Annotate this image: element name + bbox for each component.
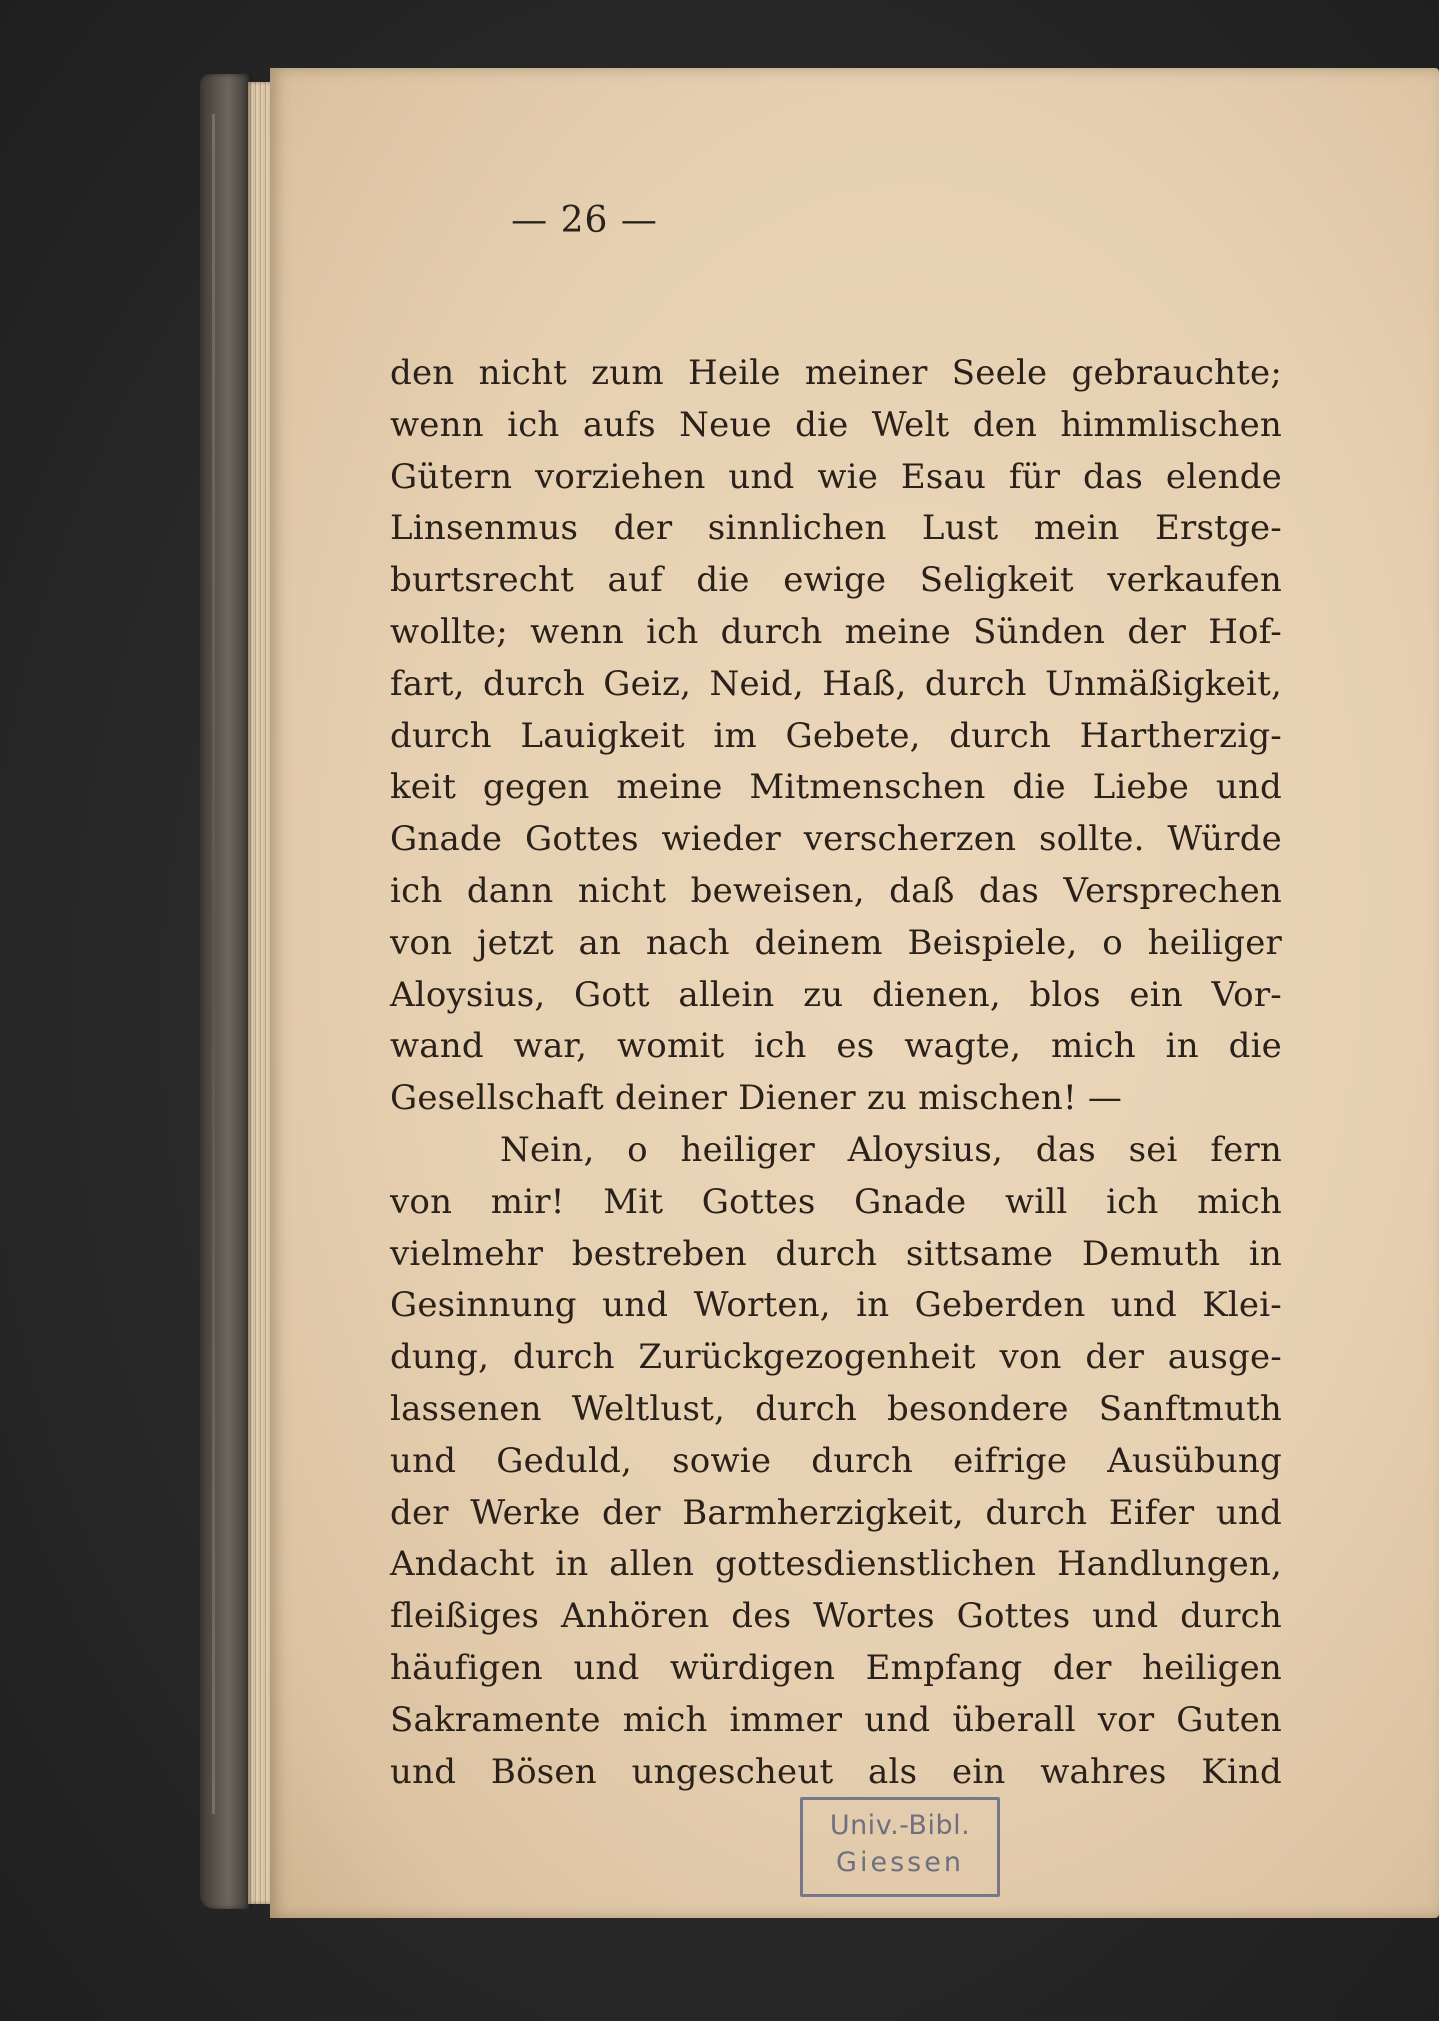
body-text: [390, 348, 1282, 1798]
text-line: Nein, o heiliger Aloysius, das sei fern: [500, 1129, 1282, 1170]
text-line: ich dann nicht beweisen, daß das Versprechen: [390, 870, 1282, 911]
text-line: fart, durch Geiz, Neid, Haß, durch Unmäßigkeit,: [390, 663, 1282, 704]
text-line: dung, durch Zurückgezogenheit von der ausge-: [390, 1337, 1282, 1378]
text-line: Gütern vorziehen und wie Esau für das elende: [390, 456, 1282, 497]
text-line: von jetzt an nach deinem Beispiele, o heiliger: [390, 922, 1282, 963]
text-line: den nicht zum Heile meiner Seele gebrauchte;: [390, 353, 1282, 393]
text-line: keit gegen meine Mitmenschen die Liebe und: [390, 767, 1282, 808]
page-number: — 26 —: [511, 200, 658, 241]
text-line: der Werke der Barmherzigkeit, durch Eifer und: [390, 1492, 1282, 1533]
stamp-line-city: Giessen: [836, 1847, 964, 1878]
text-line: und Geduld, sowie durch eifrige Ausübung: [390, 1440, 1282, 1481]
text-line: fleißiges Anhören des Wortes Gottes und durch: [390, 1596, 1282, 1637]
text-line: vielmehr bestreben durch sittsame Demuth in: [390, 1233, 1282, 1274]
text-line: Gesellschaft deiner Diener zu mischen! —: [390, 1078, 1123, 1119]
book-spine: [200, 74, 252, 1909]
text-line: häufigen und würdigen Empfang der heiligen: [390, 1647, 1282, 1688]
text-line: wollte; wenn ich durch meine Sünden der Hof-: [390, 611, 1282, 652]
text-line: und Bösen ungescheut als ein wahres Kind: [390, 1751, 1282, 1792]
text-line: wenn ich aufs Neue die Welt den himmlischen: [390, 404, 1282, 445]
text-line: wand war, womit ich es wagte, mich in die: [390, 1026, 1282, 1067]
text-line: Gesinnung und Worten, in Geberden und Klei-: [390, 1285, 1282, 1326]
text-line: Linsenmus der sinnlichen Lust mein Erstge-: [390, 508, 1282, 549]
text-line: von mir! Mit Gottes Gnade will ich mich: [390, 1181, 1282, 1222]
library-stamp: [800, 1797, 1000, 1897]
text-line: burtsrecht auf die ewige Seligkeit verkaufen: [390, 560, 1282, 601]
text-line: durch Lauigkeit im Gebete, durch Hartherzig-: [390, 715, 1282, 756]
stamp-line-library: Univ.-Bibl.: [829, 1810, 971, 1841]
text-line: Andacht in allen gottesdienstlichen Handlungen,: [390, 1544, 1282, 1585]
text-line: Aloysius, Gott allein zu dienen, blos ein Vor-: [390, 974, 1282, 1015]
text-line: Sakramente mich immer und überall vor Guten: [390, 1699, 1282, 1740]
text-line: Gnade Gottes wieder verscherzen sollte. Würde: [390, 819, 1282, 860]
text-line: lassenen Weltlust, durch besondere Sanftmuth: [390, 1388, 1282, 1429]
